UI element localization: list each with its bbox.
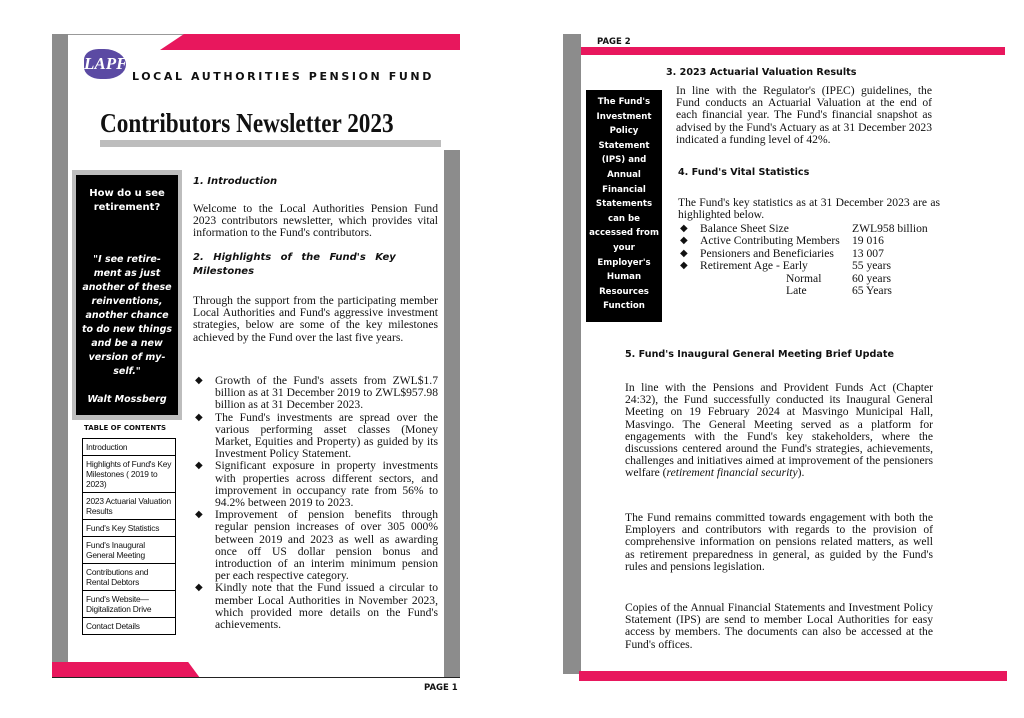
list-item xyxy=(193,375,438,412)
stat-value: 19 016 xyxy=(852,234,884,248)
page2-top-pink-bar xyxy=(581,47,1005,55)
retirement-late-value: 65 Years xyxy=(852,284,892,298)
toc-item-highlights[interactable]: Highlights of Fund's Key Milestones ( 2019 to 2023) xyxy=(83,456,175,493)
section1-text: Welcome to the Local Authorities Pension Fund 2023 contributors newsletter, which provides vital information to the Fund's contributors. xyxy=(193,202,438,240)
diamond-bullet-icon: ◆ xyxy=(195,582,203,594)
lapf-logo: LAPF xyxy=(84,49,126,79)
list-item xyxy=(193,509,438,582)
section2-heading-line2: Milestones xyxy=(193,266,255,277)
section3-heading: 3. 2023 Actuarial Valuation Results xyxy=(666,67,857,78)
section2-heading-line1: 2. Highlights of the Fund's Key xyxy=(193,252,396,263)
diamond-bullet-icon: ◆ xyxy=(195,411,203,423)
diamond-bullet-icon: ◆ xyxy=(195,460,203,472)
toc-label: TABLE OF CONTENTS xyxy=(84,424,167,432)
ips-access-note: The Fund's Investment Policy Statement (IPS) and Annual Financial Statements can be accessed from your Employer's Human Resources Function xyxy=(586,90,662,322)
section5-heading: 5. Fund's Inaugural General Meeting Brief Update xyxy=(625,349,894,360)
toc-item-contributions[interactable]: Contributions and Rental Debtors xyxy=(83,564,175,591)
newsletter-title: Contributors Newsletter 2023 xyxy=(100,108,394,138)
page2-number: PAGE 2 xyxy=(597,37,631,47)
list-item xyxy=(193,460,438,509)
diamond-bullet-icon: ◆ xyxy=(680,247,688,259)
list-item xyxy=(193,412,438,461)
section1-heading: 1. Introduction xyxy=(193,176,278,187)
milestone-text: The Fund's investments are spread over the various performing asset classes (Money Market, Equities and Property) as guided by its Investment Policy Statement. xyxy=(215,410,438,461)
retirement-late-label: Late xyxy=(786,284,807,298)
stat-value: 13 007 xyxy=(852,246,884,260)
retirement-early-value: 55 years xyxy=(852,259,891,273)
section3-text: In line with the Regulator's (IPEC) guidelines, the Fund conducts an Actuarial Valuation at the end of each financial year. The Fund's financial snapshot as advised by the Fund's Actuary as at 31 December 2023 indicated a funding level of 42%. xyxy=(676,84,932,146)
stat-label: Active Contributing Members xyxy=(700,234,840,248)
retirement-age-label: Retirement Age - Early xyxy=(700,259,808,273)
stat-label: Balance Sheet Size xyxy=(700,222,789,235)
section5-para2: The Fund remains committed towards engagement with both the Employers and contributors with regards to the provision of comprehensive information on pensions related matters, as well as retirement preparedness in general, as guided by the Fund's rules and pensions legislation. xyxy=(625,511,933,573)
retirement-normal-row xyxy=(700,273,928,285)
milestone-text: Kindly note that the Fund issued a circular to member Local Authorities in November 2023, which provided more details on the Fund's achievements. xyxy=(215,581,438,632)
page1-number: PAGE 1 xyxy=(424,683,458,693)
diamond-bullet-icon: ◆ xyxy=(680,260,688,272)
page1-bottom-edge xyxy=(52,677,460,678)
diamond-bullet-icon: ◆ xyxy=(680,235,688,247)
quote-heading: How do u see retirement? xyxy=(89,188,165,213)
toc-item-key-statistics[interactable]: Fund's Key Statistics xyxy=(83,520,175,537)
section4-intro: The Fund's key statistics as at 31 December 2023 are as highlighted below. xyxy=(678,196,940,222)
retirement-quote xyxy=(76,175,178,415)
milestone-text: Improvement of pension benefits through regular pension increases of over 305 000% between 2019 and 2023 as well as awarding once off US dollar pension bonus and introduction of an interim minimum pension per each respective category. xyxy=(215,508,438,583)
milestone-text: Growth of the Fund's assets from ZWL$1.7 billion as at 31 December 2019 to ZWL$957.98 billion as at 31 December 2023. xyxy=(215,374,438,412)
page1-right-gray-bar xyxy=(444,150,460,678)
page1-top-pink-bar xyxy=(160,34,460,50)
page1-left-gray-bar xyxy=(52,34,68,662)
section5-para1-end: ). xyxy=(797,466,805,480)
toc-item-general-meeting[interactable]: Fund's Inaugural General Meeting xyxy=(83,537,175,564)
diamond-bullet-icon: ◆ xyxy=(195,375,203,386)
toc-item-introduction[interactable]: Introduction xyxy=(83,439,175,456)
milestone-text: Significant exposure in property investments with properties across different sectors, and improvement in occupancy rate from 56% to 94.2% between 2019 to 2023. xyxy=(215,459,438,510)
stat-label: Pensioners and Beneficiaries xyxy=(700,246,834,260)
page2-bottom-pink-bar xyxy=(579,671,1007,681)
table-of-contents xyxy=(82,438,176,635)
section5-para3: Copies of the Annual Financial Statements and Investment Policy Statement (IPS) are send to member Local Authorities for easy access by members. The documents can also be accessed at the Fund's offices. xyxy=(625,601,933,651)
page2-left-gray-bar xyxy=(563,34,581,674)
diamond-bullet-icon: ◆ xyxy=(195,509,203,521)
milestones-list xyxy=(193,375,438,631)
retirement-normal-value: 60 years xyxy=(852,271,891,285)
list-item xyxy=(678,235,928,247)
section5-para1-italic: retirement financial security xyxy=(666,466,798,480)
section2-intro: Through the support from the participating member Local Authorities and Fund's aggressive investment strategies, below are some of the key milestones achieved by the Fund over the last five years. xyxy=(193,294,438,344)
diamond-bullet-icon: ◆ xyxy=(680,223,688,234)
stat-value: ZWL958 billion xyxy=(852,222,928,235)
section5-para1-main: In line with the Pensions and Provident Funds Act (Chapter 24:32), the Fund successfully conducted its Inaugural General Meeting on 19 February 2024 at Masvingo Municipal Hall, Masvingo. The General Meeting served as a platform for engagements with the Fund's key stakeholders, where the discussions centered around the Fund's strategies, achievements, challenges and initiatives aimed at improvement of the pensioners welfare ( xyxy=(625,381,933,480)
section5-para1 xyxy=(625,382,933,480)
quote-body: "I see retire-ment as just another of these reinventions, another chance to do new things and be a new version of my-self." xyxy=(81,254,173,377)
title-underline xyxy=(100,140,441,147)
org-name: LOCAL AUTHORITIES PENSION FUND xyxy=(132,70,434,83)
list-item xyxy=(678,260,928,297)
page1-bottom-pink-bar xyxy=(52,662,200,678)
quote-author: Walt Mossberg xyxy=(87,394,167,405)
retirement-late-row xyxy=(700,285,928,297)
vital-statistics-list xyxy=(678,223,928,297)
toc-item-website[interactable]: Fund's Website—Digitalization Drive xyxy=(83,591,175,618)
retirement-normal-label: Normal xyxy=(786,271,822,285)
toc-item-actuarial[interactable]: 2023 Actuarial Valuation Results xyxy=(83,493,175,520)
section4-heading: 4. Fund's Vital Statistics xyxy=(678,167,810,178)
toc-item-contact[interactable]: Contact Details xyxy=(83,618,175,635)
list-item xyxy=(193,582,438,631)
